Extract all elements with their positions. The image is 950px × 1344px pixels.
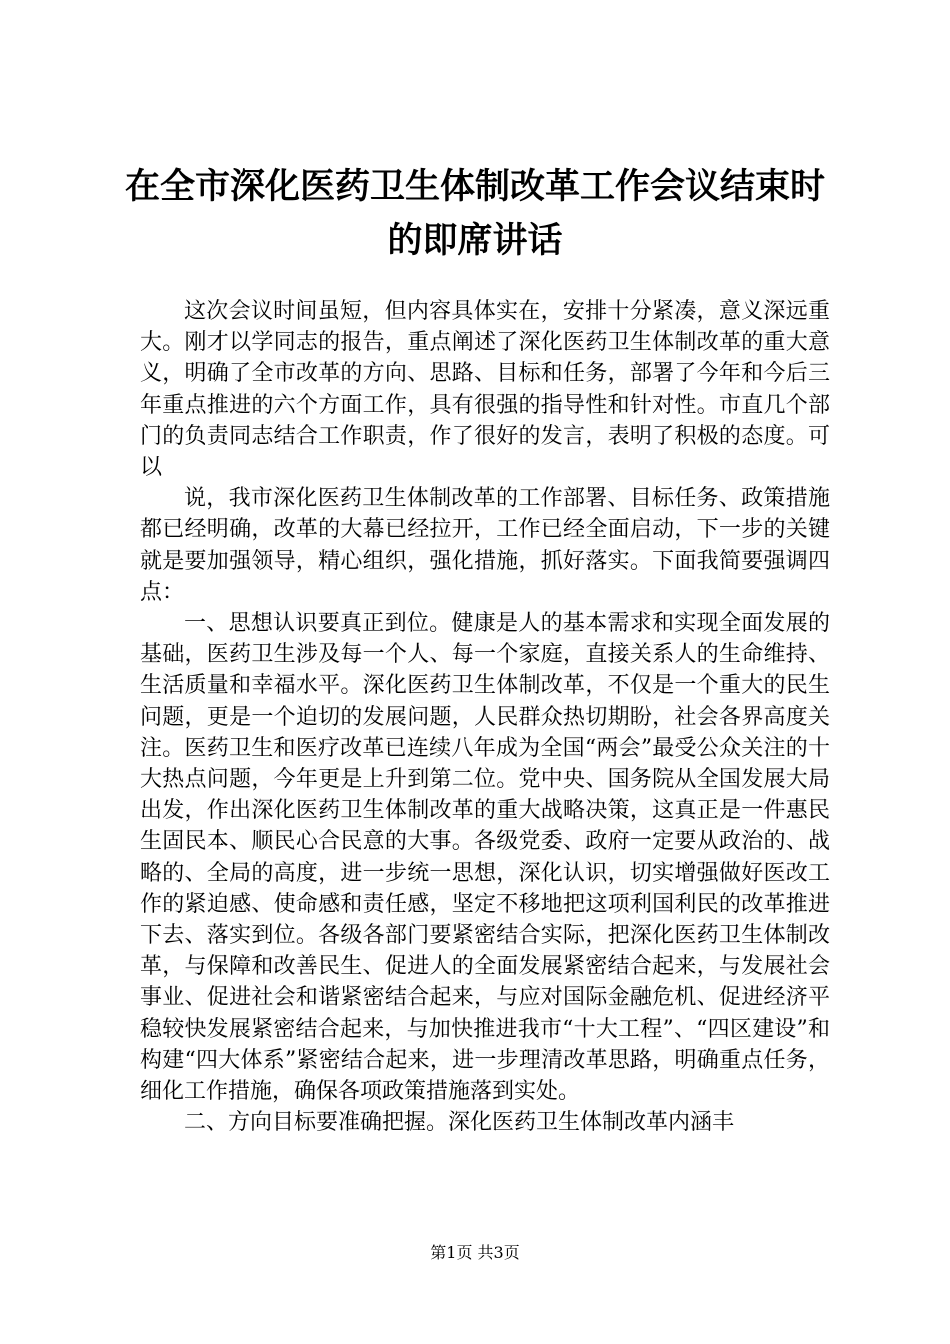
paragraph-3: 一、思想认识要真正到位。健康是人的基本需求和实现全面发展的基础，医药卫生涉及每一个人、每一个家庭，直接关系人的生命维持、生活质量和幸福水平。深化医药卫生体制改革，不仅是一个重大的民生问题，更是一个迫切的发展问题，人民群众热切期盼，社会各界高度关注。医药卫生和医疗改革已连续八年成为全国“两会”最受公众关注的十大热点问题，今年更是上升到第二位。党中央、国务院从全国发展大局出发，作出深化医药卫生体制改革的重大战略决策，这真正是一件惠民生固民本、顺民心合民意的大事。各级党委、政府一定要从政治的、战略的、全局的高度，进一步统一思想，深化认识，切实增强做好医改工作的紧迫感、使命感和责任感，坚定不移地把这项利国利民的改革推进下去、落实到位。各级各部门要紧密结合实际，把深化医药卫生体制改革，与保障和改善民生、促进人的全面发展紧密结合起来，与发展社会事业、促进社会和谐紧密结合起来，与应对国际金融危机、促进经济平稳较快发展紧密结合起来，与加快推进我市“十大工程”、“四区建设”和构建“四大体系”紧密结合起来，进一步理清改革思路，明确重点任务，细化工作措施，确保各项政策措施落到实处。 xyxy=(140,611,830,1105)
title-line-2: 的即席讲话 xyxy=(387,221,563,261)
document-title xyxy=(120,160,830,268)
document-body xyxy=(140,296,830,1138)
paragraph-4: 二、方向目标要准确把握。深化医药卫生体制改革内涵丰 xyxy=(184,1110,735,1136)
title-line-1: 在全市深化医药卫生体制改革工作会议结束时 xyxy=(124,167,825,207)
paragraph-1: 这次会议时间虽短，但内容具体实在，安排十分紧凑，意义深远重大。刚才以学同志的报告，重点阐述了深化医药卫生体制改革的重大意义，明确了全市改革的方向、思路、目标和任务，部署了今年和今后三年重点推进的六个方面工作，具有很强的指导性和针对性。市直几个部门的负责同志结合工作职责，作了很好的发言，表明了积极的态度。可以 xyxy=(140,299,830,481)
page-footer: 第1页 共3页 xyxy=(430,1243,520,1262)
paragraph-2: 说，我市深化医药卫生体制改革的工作部署、目标任务、政策措施都已经明确，改革的大幕已经拉开，工作已经全面启动，下一步的关键就是要加强领导，精心组织，强化措施，抓好落实。下面我简要强调四点： xyxy=(140,486,830,605)
